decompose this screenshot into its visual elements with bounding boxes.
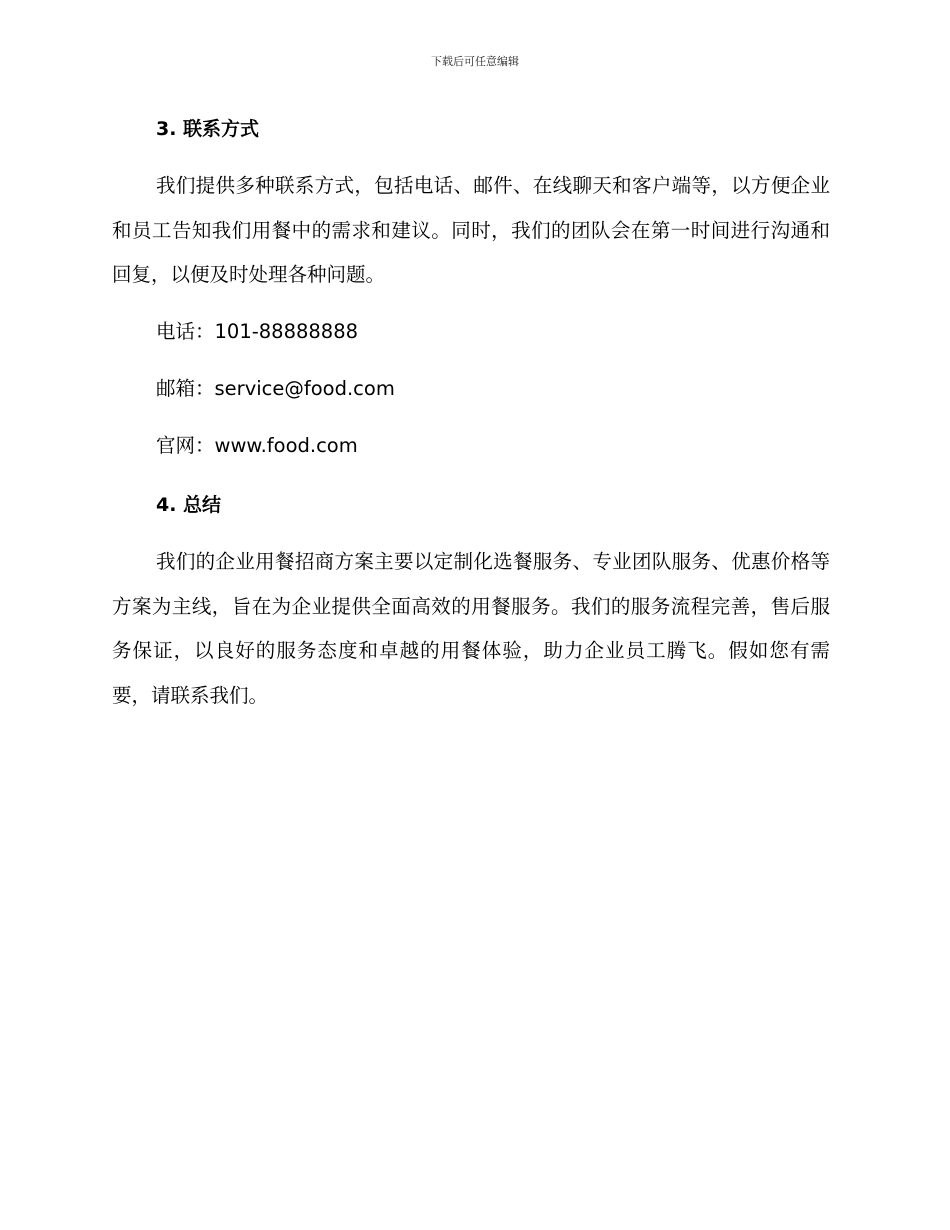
section-heading-contact: 3. 联系方式 — [156, 118, 260, 140]
contact-phone-value: 101-88888888 — [214, 320, 359, 343]
contact-website-label: 官网： — [156, 434, 215, 457]
contact-phone-label: 电话： — [156, 320, 215, 343]
contact-email-value: service@food.com — [214, 377, 395, 400]
summary-paragraph: 我们的企业用餐招商方案主要以定制化选餐服务、专业团队服务、优惠价格等方案为主线，旨在为企业提供全面高效的用餐服务。我们的服务流程完善，售后服务保证，以良好的服务态度和卓越的用餐体验，助力企业员工腾飞。假如您有需要，请联系我们。 — [112, 550, 830, 707]
contact-email-label: 邮箱： — [156, 377, 215, 400]
contact-phone — [156, 318, 358, 346]
page-header: 下载后可任意编辑 — [431, 55, 519, 68]
contact-email — [156, 375, 395, 403]
contact-website — [156, 432, 358, 460]
section-heading-summary: 4. 总结 — [156, 494, 222, 516]
contact-paragraph: 我们提供多种联系方式，包括电话、邮件、在线聊天和客户端等，以方便企业和员工告知我们用餐中的需求和建议。同时，我们的团队会在第一时间进行沟通和回复，以便及时处理各种问题。 — [112, 174, 830, 286]
contact-website-value: www.food.com — [214, 434, 358, 457]
